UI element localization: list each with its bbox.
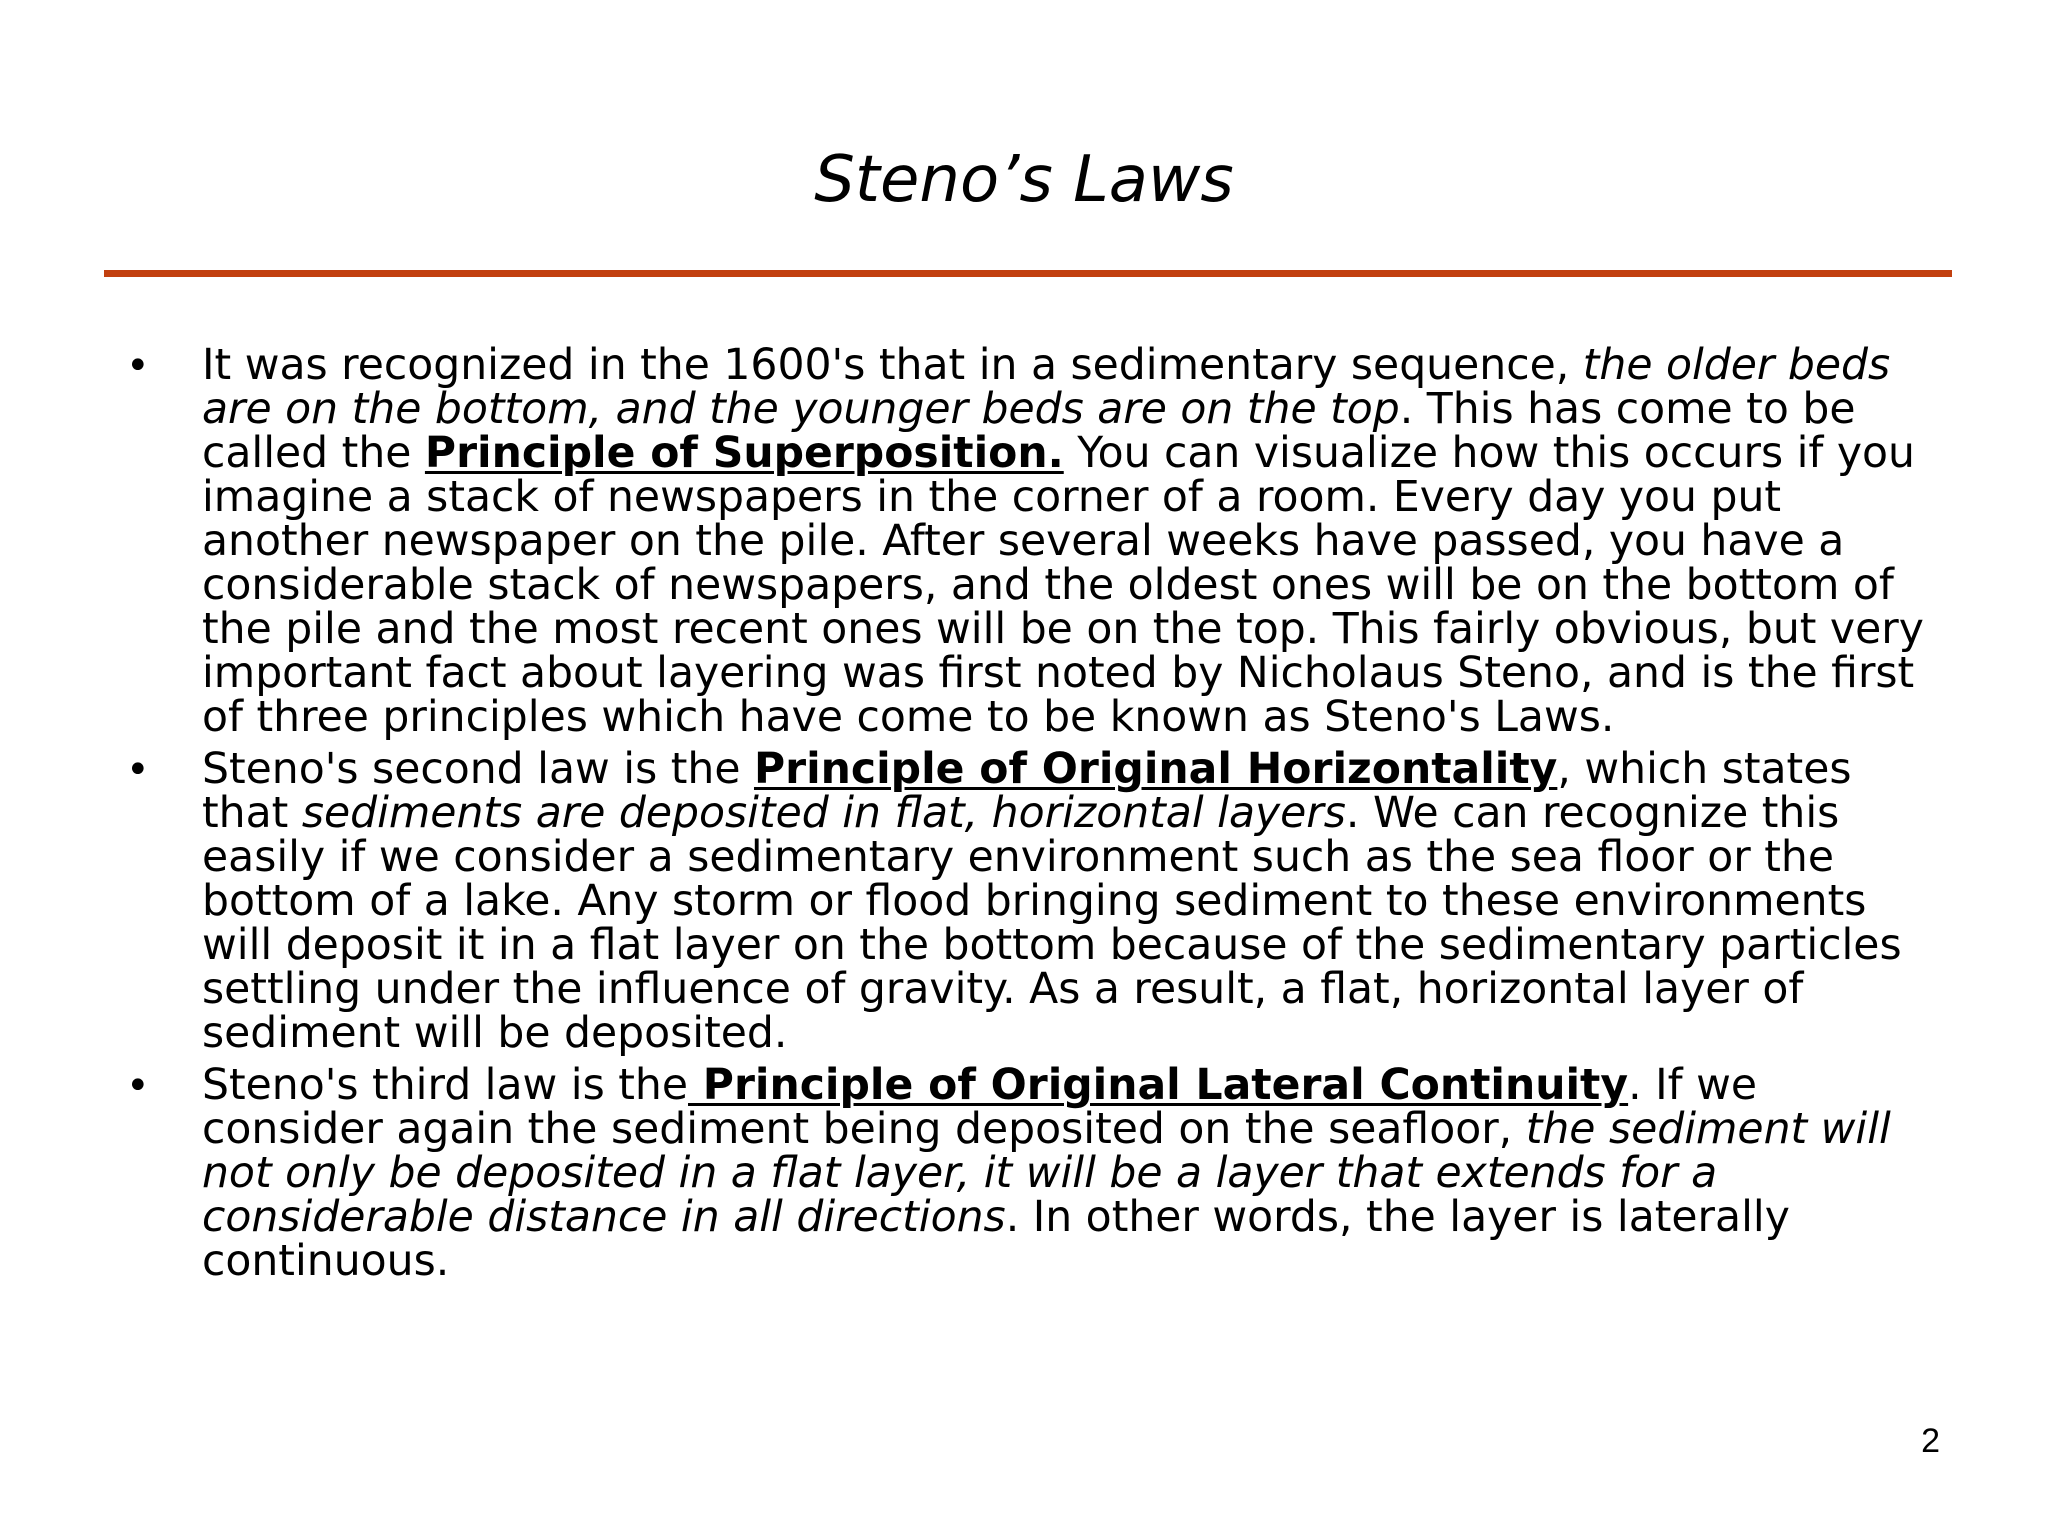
bullet-text <box>202 1061 1950 1286</box>
text-segment: . This has come to be called the <box>202 385 1856 478</box>
bullet-text <box>202 341 1950 742</box>
bullet-superposition <box>120 341 1950 742</box>
text-segment: . We can recognize this easily if we consider a sedimentary environment such as the sea floor or the bottom of a lake. Any storm or flood bringing sediment to these environments will deposit it in a flat layer on the bottom because of the sedimentary particles settling under the influence of gravity. As a result, a flat, horizontal layer of sediment will be deposited. <box>202 789 1902 1058</box>
bullet-lateral-continuity <box>120 1061 1950 1286</box>
italic-segment: the sediment will not only be deposited in a flat layer, it will be a layer that extends for a considerable distance in all directions <box>202 1105 1891 1242</box>
italic-segment: the older beds are on the bottom, and the younger beds are on the top <box>202 341 1891 434</box>
page-number: 2 <box>1921 1422 1940 1460</box>
bullet-dot-icon: • <box>126 747 150 793</box>
term-superposition: Principle of Superposition. <box>424 429 1064 478</box>
text-segment: It was recognized in the 1600's that in a sedimentary sequence, <box>202 341 1583 390</box>
text-segment: Steno's second law is the <box>202 745 754 794</box>
term-lateral-continuity: Principle of Original Lateral Continuity <box>688 1061 1629 1110</box>
italic-segment: sediments are deposited in flat, horizontal layers <box>301 789 1346 838</box>
text-segment: Steno's third law is the <box>202 1061 689 1110</box>
text-segment: You can visualize how this occurs if you imagine a stack of newspapers in the corner of a room. Every day you put another newspaper on the pile. After several weeks have passed, you have a considerable stack of newspapers, and the oldest ones will be on the bottom of the pile and the most recent ones will be on the top. This fairly obvious, but very important fact about layering was first noted by Nicholaus Steno, and is the first of three principles which have come to be known as Steno's Laws. <box>202 429 1924 742</box>
term-original-horizontality: Principle of Original Horizontality <box>753 745 1558 794</box>
text-segment: , which states that <box>202 745 1852 838</box>
slide-title: Steno’s Laws <box>814 143 1234 217</box>
bullet-dot-icon: • <box>126 343 150 389</box>
text-segment: . If we consider again the sediment being deposited on the seafloor, <box>202 1061 1758 1154</box>
bullet-dot-icon: • <box>126 1063 150 1109</box>
text-segment: . In other words, the layer is laterally continuous. <box>202 1193 1790 1286</box>
bullet-list <box>120 341 1950 1292</box>
bullet-text <box>202 745 1950 1058</box>
title-divider <box>104 270 1952 277</box>
bullet-original-horizontality <box>120 745 1950 1058</box>
